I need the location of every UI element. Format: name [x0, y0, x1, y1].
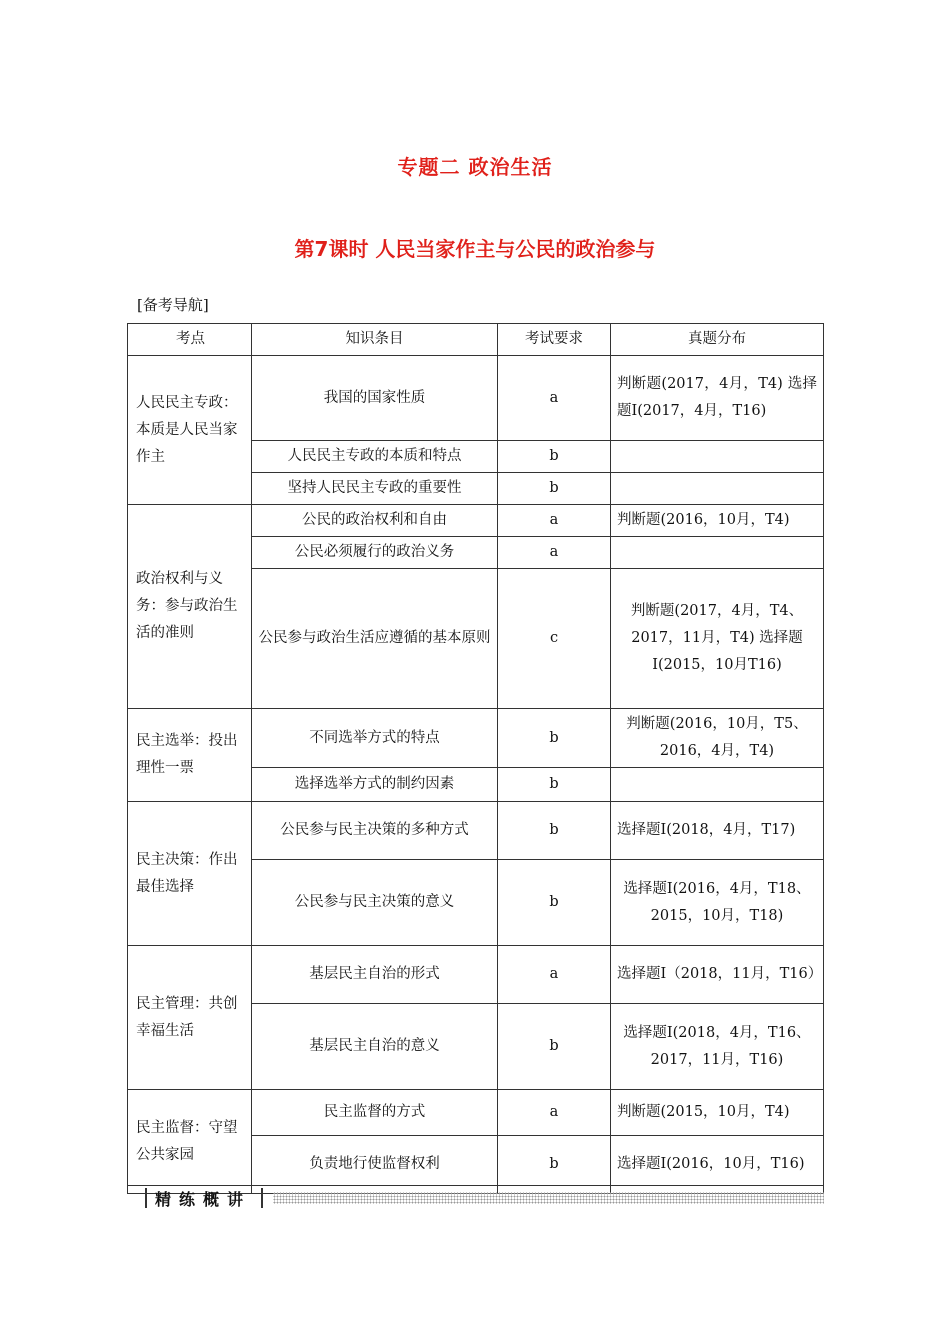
dist-cell: 判断题(2017，4月，T4) 选择题Ⅰ(2017，4月，T16)	[611, 356, 824, 441]
level-cell: b	[498, 802, 611, 860]
item-cell: 公民的政治权利和自由	[252, 505, 498, 537]
level-cell: b	[498, 768, 611, 802]
section-bar-left	[145, 1188, 147, 1208]
item-cell: 选择选举方式的制约因素	[252, 768, 498, 802]
level-cell: b	[498, 1004, 611, 1090]
level-cell: b	[498, 1136, 611, 1194]
item-cell: 人民民主专政的本质和特点	[252, 441, 498, 473]
level-cell: b	[498, 441, 611, 473]
header-level: 考试要求	[498, 324, 611, 356]
level-cell: a	[498, 1090, 611, 1136]
dist-cell	[611, 768, 824, 802]
table-row	[128, 356, 824, 441]
dist-cell: 选择题Ⅰ(2018，4月，T17)	[611, 802, 824, 860]
header-item: 知识条目	[252, 324, 498, 356]
dist-cell: 判断题(2015，10月，T4)	[611, 1090, 824, 1136]
dist-cell: 选择题Ⅰ(2016，4月，T18、2015，10月，T18)	[611, 860, 824, 946]
header-topic: 考点	[128, 324, 252, 356]
dist-cell: 选择题Ⅰ（2018，11月，T16）	[611, 946, 824, 1004]
guide-label: [备考导航]	[137, 296, 209, 314]
item-cell: 公民参与政治生活应遵循的基本原则	[252, 569, 498, 709]
level-cell: a	[498, 505, 611, 537]
section-header	[127, 1185, 824, 1211]
dist-cell: 选择题Ⅰ(2016，10月，T16)	[611, 1136, 824, 1194]
level-cell: a	[498, 946, 611, 1004]
item-cell: 公民参与民主决策的意义	[252, 860, 498, 946]
table-row	[128, 709, 824, 768]
item-cell: 坚持人民民主专政的重要性	[252, 473, 498, 505]
level-cell: a	[498, 356, 611, 441]
item-cell: 公民必须履行的政治义务	[252, 537, 498, 569]
level-cell: b	[498, 860, 611, 946]
level-cell: b	[498, 473, 611, 505]
exam-guide-table	[127, 323, 824, 1194]
table-row	[128, 802, 824, 860]
section-divider	[127, 1185, 824, 1186]
item-cell: 民主监督的方式	[252, 1090, 498, 1136]
level-cell: c	[498, 569, 611, 709]
topic-cell: 人民民主专政：本质是人民当家作主	[128, 356, 252, 505]
item-cell: 我国的国家性质	[252, 356, 498, 441]
lesson-title: 第7课时 人民当家作主与公民的政治参与	[294, 237, 656, 261]
level-cell: a	[498, 537, 611, 569]
item-cell: 负责地行使监督权利	[252, 1136, 498, 1194]
section-label: 精练概讲	[155, 1190, 252, 1209]
table-row	[128, 505, 824, 537]
table-row	[128, 946, 824, 1004]
topic-cell: 民主选举：投出理性一票	[128, 709, 252, 802]
dist-cell	[611, 441, 824, 473]
dist-cell: 选择题Ⅰ(2018，4月，T16、2017，11月，T16)	[611, 1004, 824, 1090]
chapter-title: 专题二 政治生活	[397, 155, 553, 179]
item-cell: 基层民主自治的形式	[252, 946, 498, 1004]
item-cell: 基层民主自治的意义	[252, 1004, 498, 1090]
item-cell: 公民参与民主决策的多种方式	[252, 802, 498, 860]
dist-cell: 判断题(2017，4月，T4、2017，11月，T4) 选择题Ⅰ(2015，10月T16)	[611, 569, 824, 709]
dist-cell: 判断题(2016，10月，T4)	[611, 505, 824, 537]
topic-cell: 民主决策：作出最佳选择	[128, 802, 252, 946]
dist-cell	[611, 537, 824, 569]
level-cell: b	[498, 709, 611, 768]
section-dot-pattern	[273, 1192, 824, 1204]
topic-cell: 民主监督：守望公共家园	[128, 1090, 252, 1194]
table-header-row	[128, 324, 824, 356]
topic-cell: 政治权利与义务：参与政治生活的准则	[128, 505, 252, 709]
table-row	[128, 1090, 824, 1136]
item-cell: 不同选举方式的特点	[252, 709, 498, 768]
topic-cell: 民主管理：共创幸福生活	[128, 946, 252, 1090]
header-dist: 真题分布	[611, 324, 824, 356]
section-bar-right	[261, 1188, 263, 1208]
dist-cell: 判断题(2016，10月，T5、2016，4月，T4)	[611, 709, 824, 768]
dist-cell	[611, 473, 824, 505]
